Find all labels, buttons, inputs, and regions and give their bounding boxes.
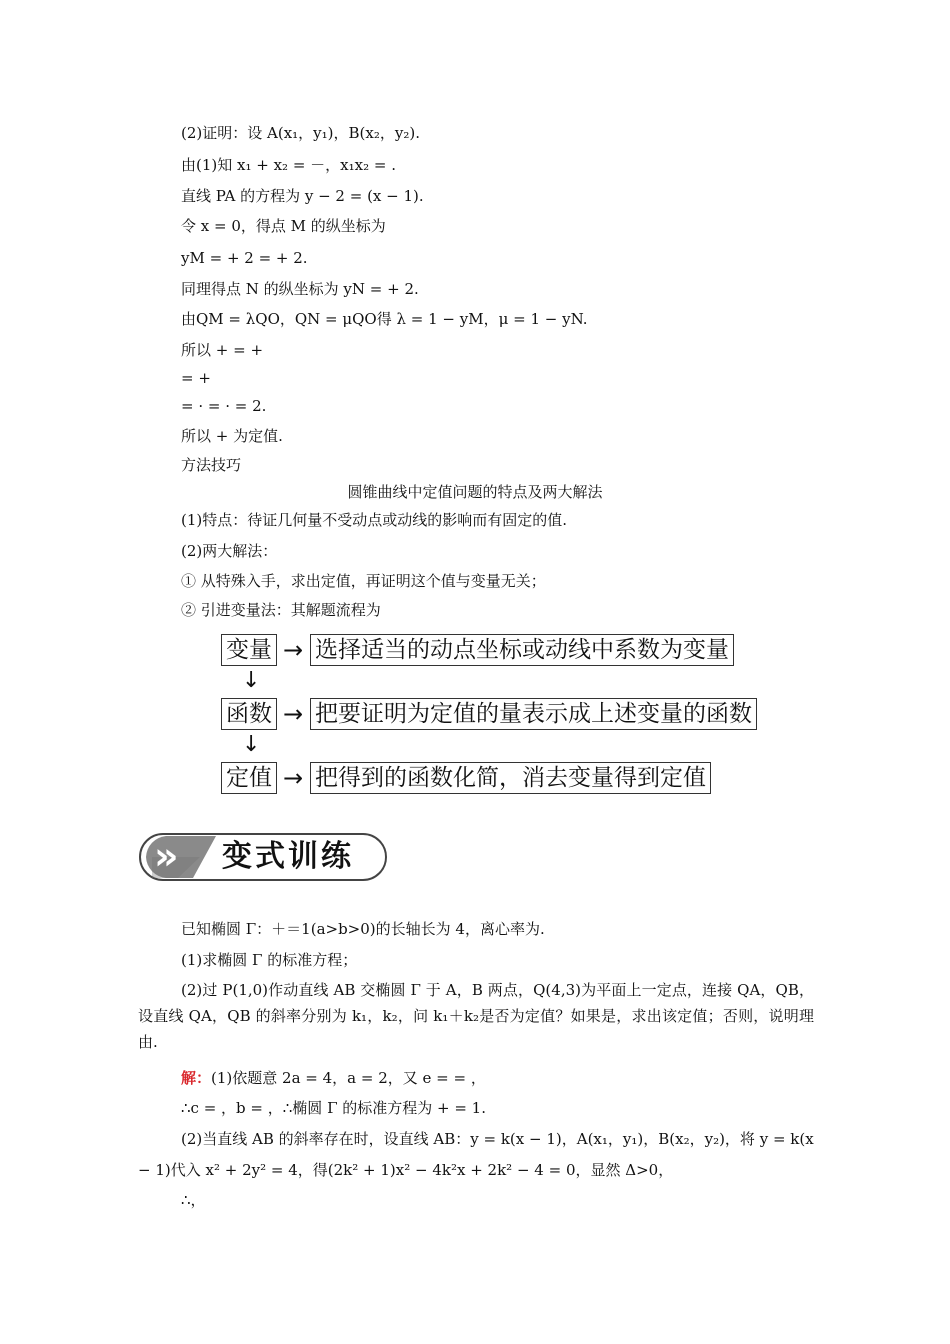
proof-line-7: 由QM = λQO，QN = μQO得 λ = 1 − yM，μ = 1 − yN. xyxy=(181,310,588,328)
method-item-3: ① 从特殊入手，求出定值，再证明这个值与变量无关； xyxy=(181,572,546,590)
proof-line-2: 由(1)知 x₁ + x₂ = －，x₁x₂ = . xyxy=(181,156,396,174)
solution-line-5: ∴， xyxy=(181,1191,206,1209)
flow-box-function: 函数 xyxy=(221,698,277,730)
solution-line-1: 解：(1)依题意 2a = 4，a = 2，又 e = = ， xyxy=(181,1069,486,1087)
flow-desc-function: 把要证明为定值的量表示成上述变量的函数 xyxy=(310,698,757,730)
proof-line-9: = + xyxy=(181,369,211,387)
proof-line-5: yM = + 2 = + 2. xyxy=(181,249,308,267)
flow-arrow-right-1: → xyxy=(283,636,304,664)
exercise-q2: (2)过 P(1,0)作动直线 AB 交椭圆 Γ 于 A，B 两点，Q(4,3)为平面上一定点，连接 QA，QB，设直线 QA，QB 的斜率分别为 k₁，k₂，问 k₁＋k₂是否为定值？如果是，求出该定值；否则，说明理由. xyxy=(138,981,814,1051)
solution-line-4: − 1)代入 x² + 2y² = 4，得(2k² + 1)x² − 4k²x + 2k² − 4 = 0，显然 Δ>0， xyxy=(138,1161,674,1179)
proof-line-3: 直线 PA 的方程为 y − 2 = (x − 1). xyxy=(181,187,424,205)
exercise-intro: 已知椭圆 Γ：＋＝1(a>b>0)的长轴长为 4，离心率为. xyxy=(181,920,545,938)
method-item-1: (1)特点：待证几何量不受动点或动线的影响而有固定的值. xyxy=(181,511,568,529)
flow-arrow-down-1: ↓ xyxy=(242,668,261,693)
flow-arrow-right-2: → xyxy=(283,700,304,728)
proof-line-11: 所以 + 为定值. xyxy=(181,427,283,445)
flow-box-variable: 变量 xyxy=(221,634,277,666)
method-title: 圆锥曲线中定值问题的特点及两大解法 xyxy=(347,483,603,501)
solution-label: 解： xyxy=(181,1069,212,1087)
chevron-icon: » xyxy=(154,834,179,878)
proof-line-6: 同理得点 N 的纵坐标为 yN = + 2. xyxy=(181,280,419,298)
proof-line-8: 所以 + = + xyxy=(181,341,264,359)
banner-title: 变式训练 xyxy=(222,839,354,874)
proof-line-1: (2)证明：设 A(x₁，y₁)，B(x₂，y₂). xyxy=(181,124,420,142)
method-heading: 方法技巧 xyxy=(181,456,242,474)
flow-arrow-right-3: → xyxy=(283,764,304,792)
exercise-q1: (1)求椭圆 Γ 的标准方程； xyxy=(181,951,358,969)
method-item-2: (2)两大解法： xyxy=(181,542,278,560)
proof-line-10: = · = · = 2. xyxy=(181,397,267,415)
flow-arrow-down-2: ↓ xyxy=(242,732,261,757)
flow-desc-constant: 把得到的函数化简，消去变量得到定值 xyxy=(310,762,711,794)
solution-line-3: (2)当直线 AB 的斜率存在时，设直线 AB：y = k(x − 1)，A(x₁，y₁)，B(x₂，y₂)，将 y = k(x xyxy=(181,1130,814,1148)
solution-line-2: ∴c = ，b = ，∴椭圆 Γ 的标准方程为 + = 1. xyxy=(181,1099,486,1117)
proof-line-4: 令 x = 0，得点 M 的纵坐标为 xyxy=(181,217,386,235)
method-item-4: ② 引进变量法：其解题流程为 xyxy=(181,601,381,619)
flow-box-constant: 定值 xyxy=(221,762,277,794)
flow-desc-variable: 选择适当的动点坐标或动线中系数为变量 xyxy=(310,634,734,666)
